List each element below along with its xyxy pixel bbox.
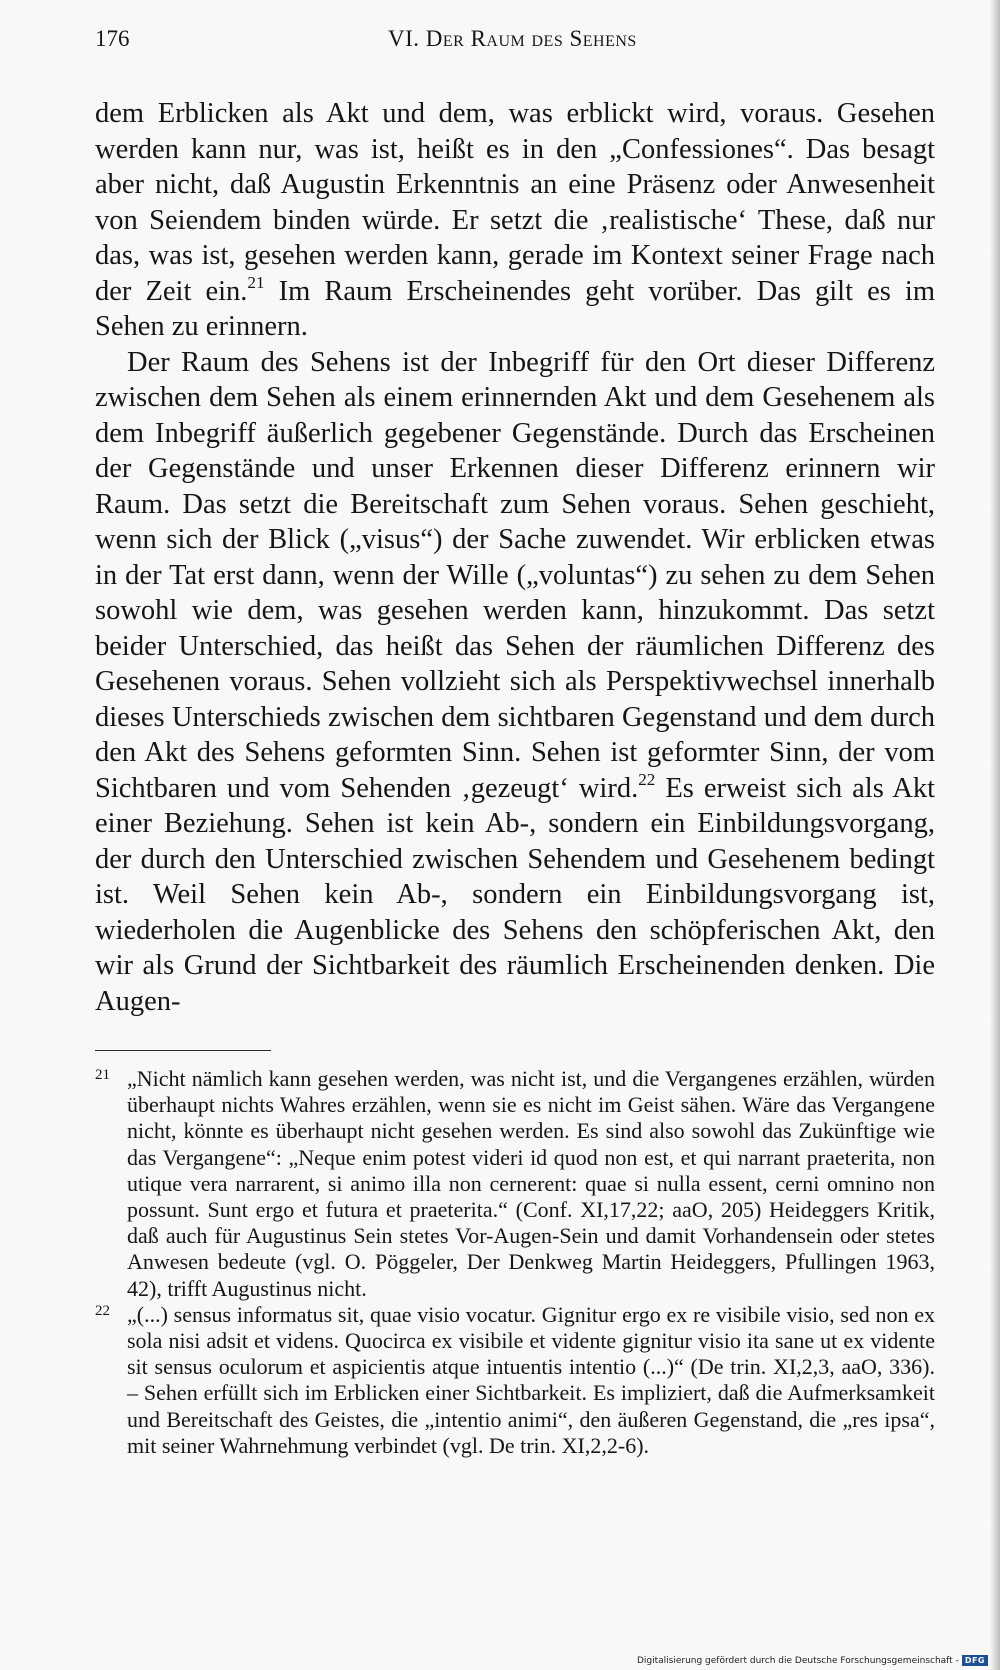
paragraph-2-text: Der Raum des Sehens ist der Inbegriff für den Ort dieser Differenz zwischen dem Sehen als einem erinnernden Akt und dem Gesehenem als dem Inbegriff äußerlich gegebener Gegenstände. Durch das Erscheinen der Gegenstände und unser Erkennen dieser Differenz erinnern wir Raum. Das setzt die Bereitschaft zum Sehen voraus. Sehen geschieht, wenn sich der Blick („visus“) der Sache zuwendet. Wir erblicken etwas in der Tat erst dann, wenn der Wille („voluntas“) zu sehen zu dem Sehen sowohl wie dem, was gesehen werden kann, hinzukommt. Das setzt beider Unterschied, das heißt das Sehen der räumlichen Differenz des Gesehenen voraus. Sehen vollzieht sich als Perspektivwechsel innerhalb dieses Unterschieds zwischen dem sichtbaren Gegenstand und dem durch den Akt des Sehens geformten Sinn. Sehen ist geformter Sinn, der vom Sichtbaren und vom Sehenden ‚gezeugt‘ wird. [95,346,935,804]
paragraph-2 [95,345,935,1020]
dfg-logo: DFG [962,1655,988,1666]
digitization-credit [637,1655,988,1666]
footnotes [95,1066,935,1459]
footnote-divider [95,1050,271,1051]
paragraph-1-continuation: Im Raum Erscheinendes geht vorüber. Das gilt es im Sehen zu erinnern. [95,275,935,342]
page-header [95,26,935,56]
footnote-text: „Nicht nämlich kann gesehen werden, was nicht ist, und die Vergangenes erzählen, würden überhaupt nichts Wahres erzählen, wenn sie es nicht im Geist sähen. Wäre das Vergangene nicht, könnte es überhaupt nicht gesehen werden. Es sind also sowohl das Zukünftige wie das Vergangene“: „Neque enim potest videri id quod non est, et qui narrant praeterita, non utique vera narrarent, si animo illa non cernerent: quae si nulla essent, cerni omnino non possunt. Sunt ergo et futura et praeterita.“ (Conf. XI,17,22; aaO, 205) Heideggers Kritik, daß auch für Augustinus Sein stetes Vor-Augen-Sein und damit Vorhandensein oder stetes Anwesen bedeute (vgl. O. Pöggeler, Der Denkweg Martin Heideggers, Pfullingen 1963, 42), trifft Augustinus nicht. [127,1066,935,1301]
page-number: 176 [95,26,130,51]
footnote-ref-21: 21 [247,272,265,292]
running-head: VI. Der Raum des Sehens [388,26,637,51]
paragraph-2-continuation: Es erweist sich als Akt einer Beziehung. Sehen ist kein Ab-, sondern ein Einbildungsvorgang, der durch den Unterschied zwischen Sehendem und Gesehenem bedingt ist. Weil Sehen kein Ab-, sondern ein Einbildungsvorgang ist, wiederholen die Augenblicke des Sehens den schöpferischen Akt, den wir als Grund der Sichtbarkeit des räumlich Erscheinenden denken. Die Augen- [95,772,936,1017]
page-spine-shadow [990,0,1000,1670]
footnote-number: 22 [95,1302,110,1319]
paragraph-1-text: dem Erblicken als Akt und dem, was erblickt wird, voraus. Gesehen werden kann nur, was ist, heißt es in den „Confessiones“. Das besagt aber nicht, daß Augustin Erkenntnis an eine Präsenz oder Anwesenheit von Seiendem binden würde. Er setzt die ‚realistische‘ These, daß nur das, was ist, gesehen werden kann, gerade im Kontext seiner Frage nach der Zeit ein. [95,98,935,307]
footnote-number: 21 [95,1067,110,1083]
footnote-ref-22: 22 [638,769,656,789]
footnote-21 [95,1066,935,1302]
footnote-22 [95,1302,935,1459]
paragraph-1 [95,96,935,345]
credit-text: Digitalisierung gefördert durch die Deutsche Forschungsgemeinschaft - [636,1655,959,1666]
footnote-text: „(...) sensus informatus sit, quae visio vocatur. Gignitur ergo ex re visibile visio, sed non ex sola nisi adsit et videns. Quocirca ex visibile et vidente gignitur visio ita sane ut ex vidente sit sensus oculorum et aspicientis atque intuentis intentio (...)“ (De trin. XI,2,3, aaO, 336). – Sehen erfüllt sich im Erblicken einer Sichtbarkeit. Es impliziert, daß die Aufmerksamkeit und Bereitschaft des Geistes, die „intentio animi“, den äußeren Gegenstand, die „res ipsa“, mit seiner Wahrnehmung verbindet (vgl. De trin. XI,2,2-6). [127,1301,935,1458]
body-text [95,96,935,1019]
